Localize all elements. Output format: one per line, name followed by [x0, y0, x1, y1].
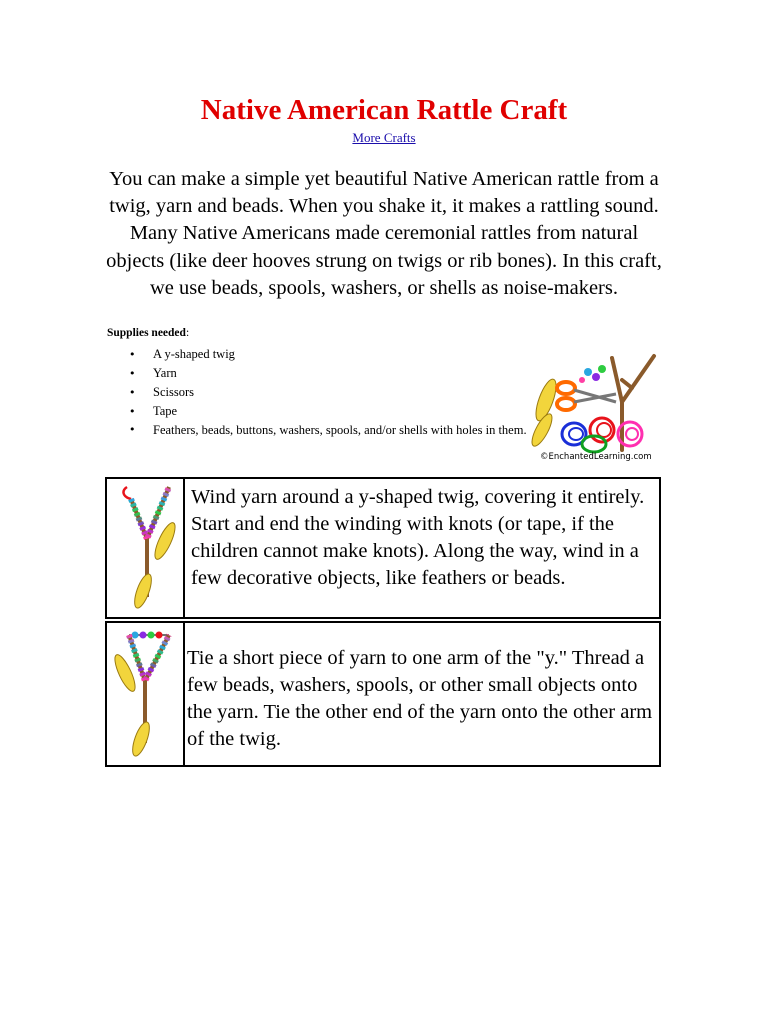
supplies-illustration [526, 350, 666, 466]
step-2-text: Tie a short piece of yarn to one arm of the "y." Thread a few beads, washers, spools, or other small objects onto the yarn. Tie the other end of the yarn onto the other arm of the twig. [187, 647, 653, 750]
supply-item: • Scissors [107, 383, 527, 402]
supply-item: • Feathers, beads, buttons, washers, spools, and/or shells with holes in them. [107, 421, 527, 439]
more-crafts-container [0, 130, 768, 146]
step-2-image-cell [107, 623, 185, 765]
supplies-list [107, 345, 527, 439]
step-row-1 [105, 477, 661, 619]
page-title: Native American Rattle Craft [200, 94, 568, 126]
step-1-image-cell [107, 479, 185, 617]
supply-item: • A y-shaped twig [107, 345, 527, 364]
supply-item: • Yarn [107, 364, 527, 383]
intro-paragraph: You can make a simple yet beautiful Native American rattle from a twig, yarn and beads. When you shake it, it makes a rattling sound. Many Native Americans made ceremonial rattles from natural objects (like deer hooves strung on twigs or rib bones). In this craft, we use beads, spools, washers, or shells as noise-makers. [106, 168, 662, 299]
beaded-rattle-icon [107, 623, 183, 765]
supplies-heading-colon: : [185, 327, 190, 339]
wrapped-twig-icon [107, 479, 183, 617]
step-1-text: Wind yarn around a y-shaped twig, covering it entirely. Start and end the winding with knots (or tape, if the children cannot make knots). Along the way, wind in a few decorative objects, like feathers or beads. [191, 486, 645, 589]
step-row-2 [105, 621, 661, 767]
supplies-heading [107, 326, 189, 340]
image-credit: ©EnchantedLearning.com [540, 452, 652, 462]
supplies-illustration-icon [526, 350, 666, 454]
supply-item: • Tape [107, 402, 527, 421]
more-crafts-link[interactable]: More Crafts [352, 130, 416, 145]
supplies-heading-label: Supplies needed [107, 327, 186, 339]
